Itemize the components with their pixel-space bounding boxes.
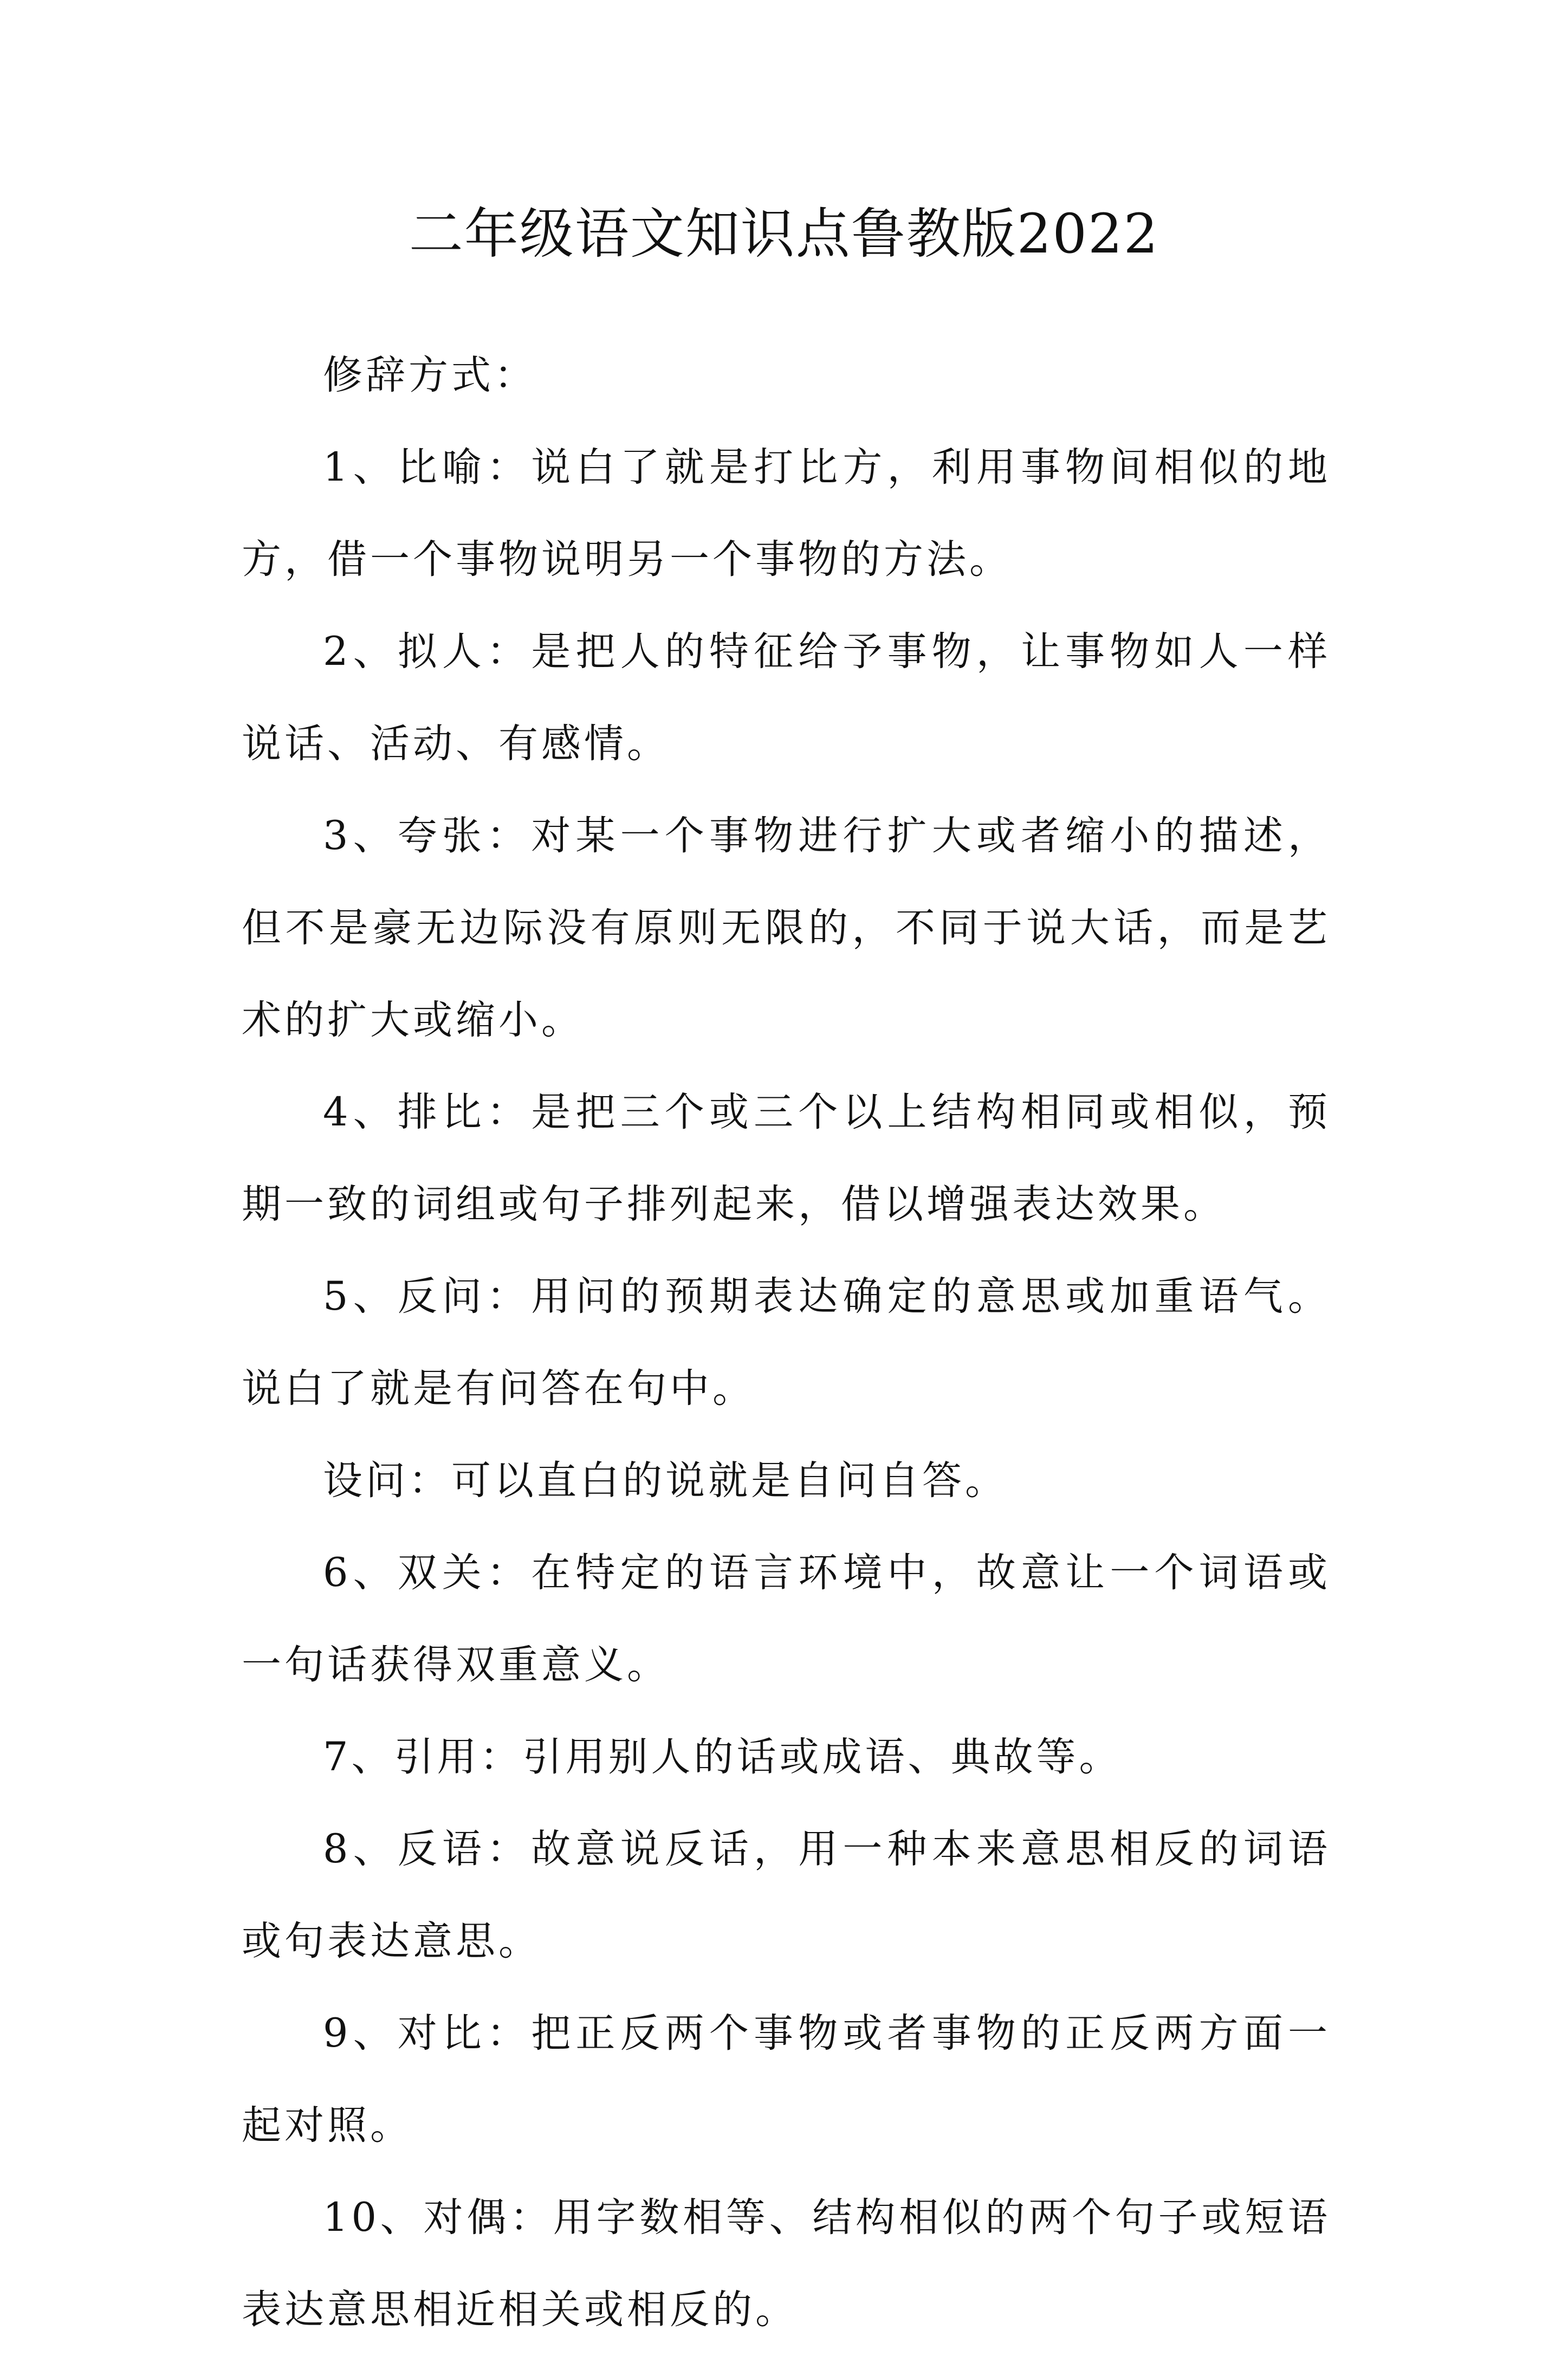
- paragraph-personification: 2、拟人：是把人的特征给予事物，让事物如人一样说话、活动、有感情。: [242, 629, 1331, 767]
- paragraph-pun: 6、双关：在特定的语言环境中，故意让一个词语或一句话获得双重意义。: [242, 1550, 1331, 1688]
- paragraph-contrast: 9、对比：把正反两个事物或者事物的正反两方面一起对照。: [242, 2010, 1331, 2148]
- document-title: 二年级语文知识点鲁教版2022: [409, 202, 1159, 266]
- paragraph-parallelism: 4、排比：是把三个或三个以上结构相同或相似，预期一致的词组或句子排列起来，借以增强表达效果。: [242, 1089, 1331, 1227]
- paragraph-metaphor: 1、比喻：说白了就是打比方，利用事物间相似的地方，借一个事物说明另一个事物的方法。: [242, 444, 1331, 582]
- document-body: [242, 329, 1331, 2356]
- paragraph-antithesis: 10、对偶：用字数相等、结构相似的两个句子或短语表达意思相近相关或相反的。: [242, 2195, 1331, 2333]
- paragraph-rhetorical-question: 5、反问：用问的预期表达确定的意思或加重语气。说白了就是有问答在句中。: [242, 1273, 1331, 1412]
- paragraph-hyperbole: 3、夸张：对某一个事物进行扩大或者缩小的描述，但不是豪无边际没有原则无限的，不同于说大话，而是艺术的扩大或缩小。: [242, 813, 1331, 1043]
- paragraph-irony: 8、反语：故意说反话，用一种本来意思相反的词语或句表达意思。: [242, 1826, 1331, 1964]
- paragraph-self-question: 设问：可以直白的说就是自问自答。: [323, 1458, 1008, 1504]
- paragraph-rhetoric-heading: 修辞方式：: [323, 352, 537, 398]
- paragraph-quotation: 7、引用：引用别人的话或成语、典故等。: [323, 1734, 1122, 1780]
